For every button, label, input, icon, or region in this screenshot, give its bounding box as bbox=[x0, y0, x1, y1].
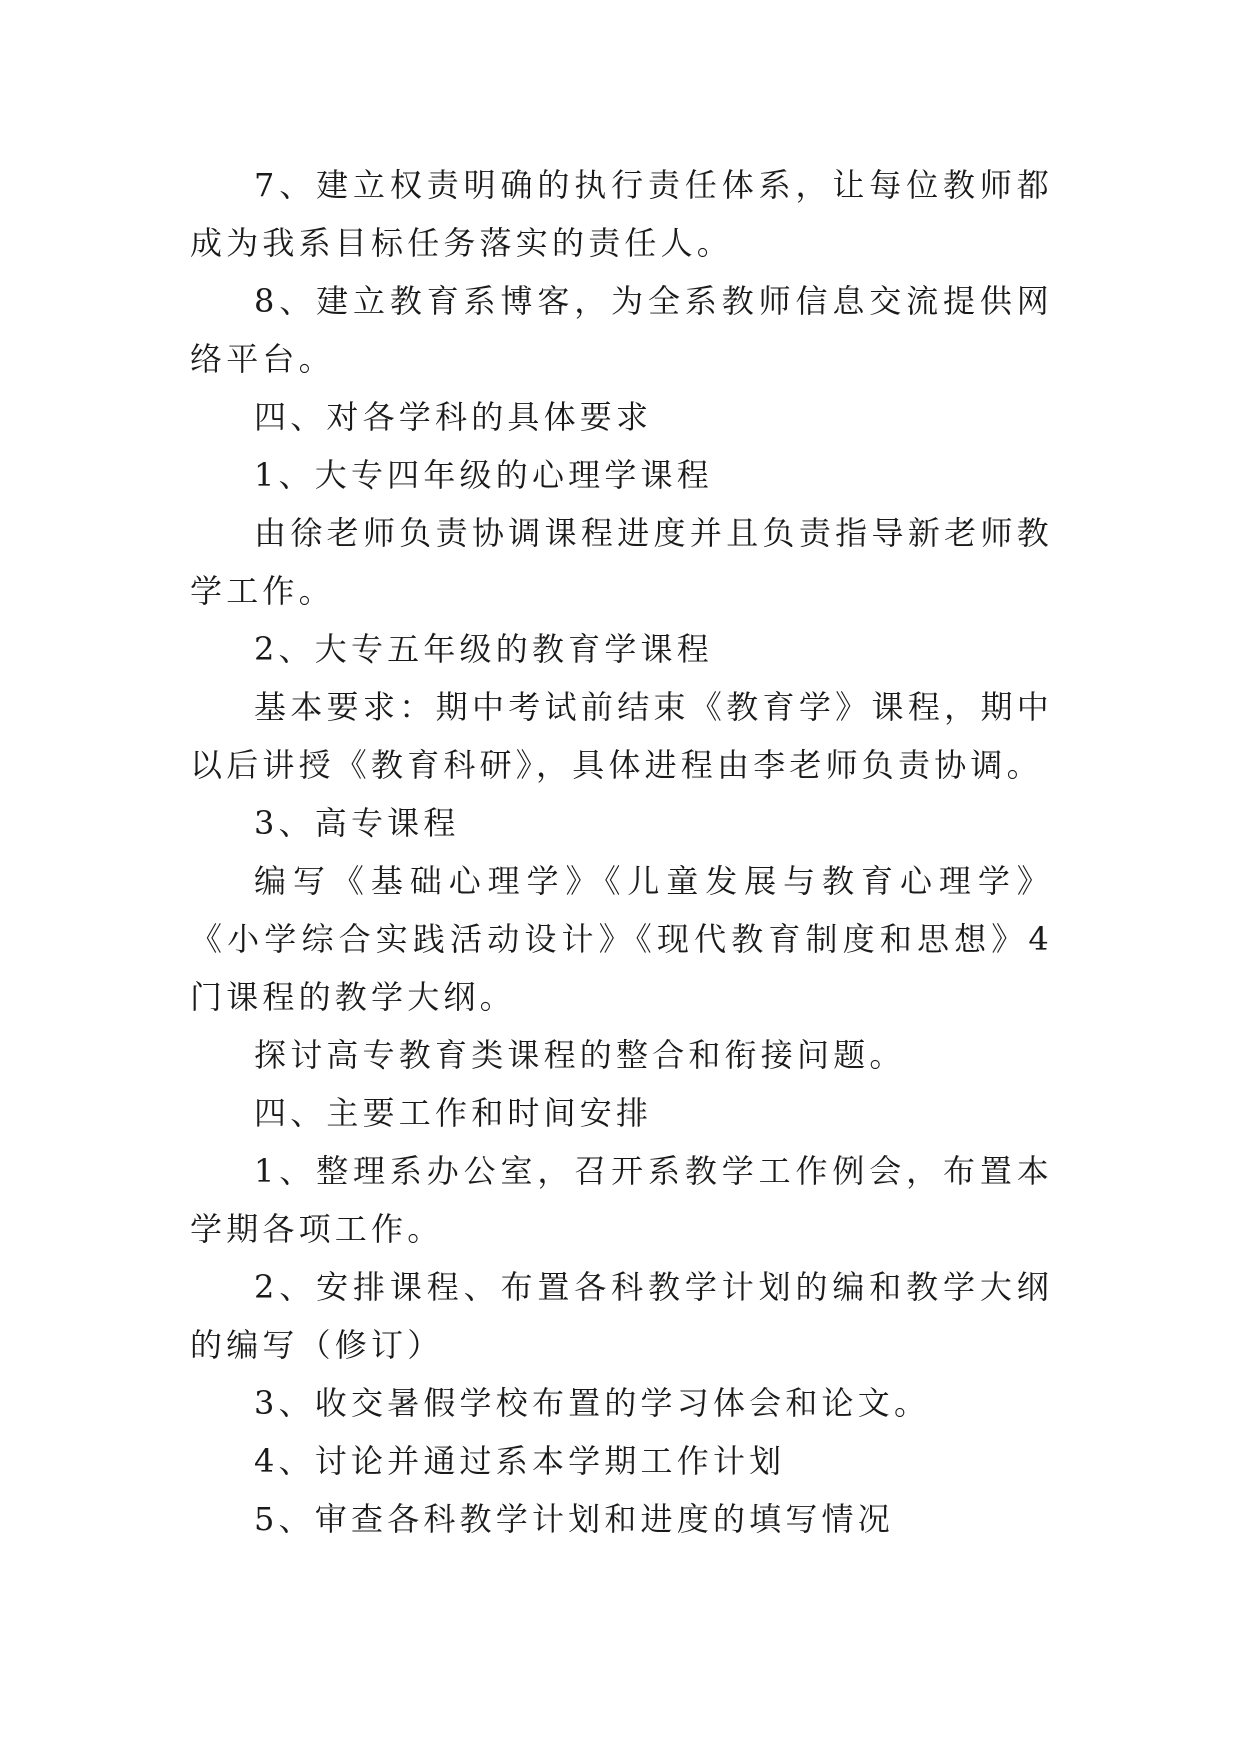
subheading-education-course: 2、大专五年级的教育学课程 bbox=[254, 630, 713, 668]
paragraph-psychology-course: 由徐老师负责协调课程进度并且负责指导新老师教学工作。 bbox=[190, 514, 1053, 610]
paragraph-item-8: 8、建立教育系博客，为全系教师信息交流提供网络平台。 bbox=[190, 282, 1053, 378]
paragraph-integration: 探讨高专教育类课程的整合和衔接问题。 bbox=[254, 1036, 906, 1074]
paragraph-item-7: 7、建立权责明确的执行责任体系，让每位教师都成为我系目标任务落实的责任人。 bbox=[190, 166, 1053, 262]
schedule-item: 3、收交暑假学校布置的学习体会和论文。 bbox=[254, 1384, 931, 1422]
subheading-higher-course: 3、高专课程 bbox=[254, 804, 460, 842]
schedule-item: 5、审查各科教学计划和进度的填写情况 bbox=[254, 1500, 894, 1538]
paragraph-education-course: 基本要求：期中考试前结束《教育学》课程，期中以后讲授《教育科研》，具体进程由李老师负责协调。 bbox=[190, 688, 1053, 784]
schedule-item: 2、安排课程、布置各科教学计划的编和教学大纲的编写（修订） bbox=[190, 1268, 1053, 1364]
schedule-item: 4、讨论并通过系本学期工作计划 bbox=[254, 1442, 786, 1480]
schedule-item: 1、整理系办公室，召开系教学工作例会，布置本学期各项工作。 bbox=[190, 1152, 1053, 1248]
section-heading: 四、对各学科的具体要求 bbox=[254, 398, 653, 436]
paragraph-syllabus: 编写《基础心理学》《儿童发展与教育心理学》《小学综合实践活动设计》《现代教育制度和思想》4门课程的教学大纲。 bbox=[190, 862, 1053, 1016]
subheading-psychology-course: 1、大专四年级的心理学课程 bbox=[254, 456, 713, 494]
section-heading: 四、主要工作和时间安排 bbox=[254, 1094, 653, 1132]
document-page bbox=[190, 156, 1053, 1548]
